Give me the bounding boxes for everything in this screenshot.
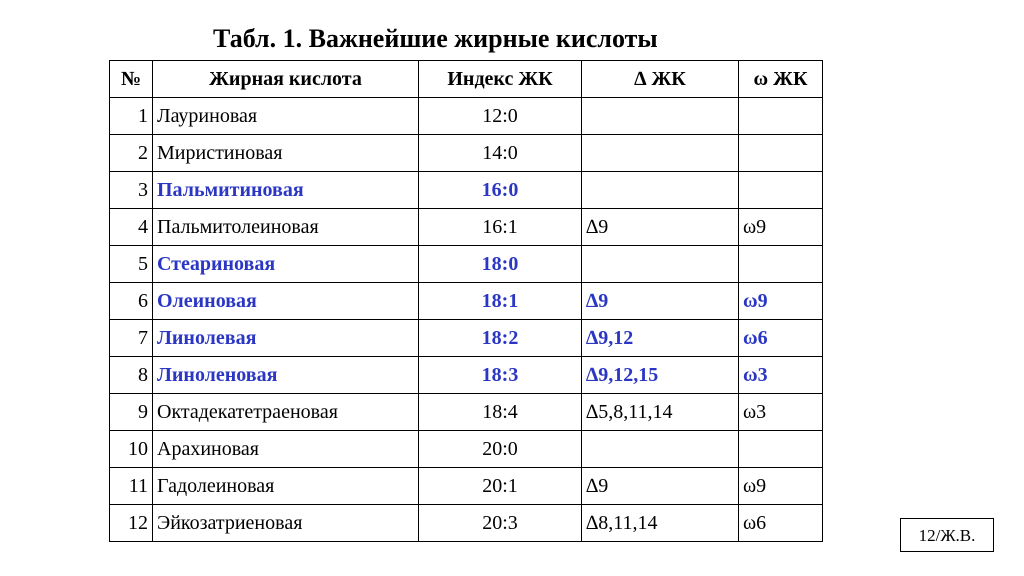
- header-name: Жирная кислота: [153, 61, 419, 98]
- table-row: [110, 505, 823, 542]
- cell-omega: ω9: [739, 209, 823, 246]
- cell-delta: ∆9: [582, 468, 739, 505]
- table-body: [110, 98, 823, 542]
- cell-name: Олеиновая: [153, 283, 419, 320]
- cell-num: 7: [110, 320, 153, 357]
- cell-num: 2: [110, 135, 153, 172]
- slide-title: Табл. 1. Важнейшие жирные кислоты: [213, 24, 658, 53]
- cell-delta: [582, 172, 739, 209]
- table-row: [110, 394, 823, 431]
- cell-name: Миристиновая: [153, 135, 419, 172]
- table-row: [110, 357, 823, 394]
- cell-name: Стеариновая: [153, 246, 419, 283]
- table-row: [110, 468, 823, 505]
- cell-name: Линоленовая: [153, 357, 419, 394]
- table-header-row: [110, 61, 823, 98]
- cell-index: 20:3: [419, 505, 582, 542]
- cell-omega: ω3: [739, 394, 823, 431]
- cell-delta: ∆9: [582, 209, 739, 246]
- cell-name: Лауриновая: [153, 98, 419, 135]
- cell-delta: ∆5,8,11,14: [582, 394, 739, 431]
- table-row: [110, 283, 823, 320]
- table-row: [110, 320, 823, 357]
- cell-omega: [739, 246, 823, 283]
- cell-omega: ω9: [739, 283, 823, 320]
- cell-delta: ∆8,11,14: [582, 505, 739, 542]
- cell-num: 3: [110, 172, 153, 209]
- table-row: [110, 172, 823, 209]
- cell-omega: [739, 135, 823, 172]
- cell-index: 16:1: [419, 209, 582, 246]
- cell-delta: [582, 246, 739, 283]
- cell-omega: [739, 431, 823, 468]
- cell-num: 1: [110, 98, 153, 135]
- cell-num: 5: [110, 246, 153, 283]
- cell-num: 6: [110, 283, 153, 320]
- cell-name: Октадекатетраеновая: [153, 394, 419, 431]
- cell-omega: ω3: [739, 357, 823, 394]
- header-index: Индекс ЖК: [419, 61, 582, 98]
- cell-index: 16:0: [419, 172, 582, 209]
- cell-index: 20:1: [419, 468, 582, 505]
- cell-num: 9: [110, 394, 153, 431]
- cell-omega: ω9: [739, 468, 823, 505]
- header-delta: ∆ ЖК: [582, 61, 739, 98]
- table-row: [110, 246, 823, 283]
- cell-delta: [582, 98, 739, 135]
- cell-delta: ∆9: [582, 283, 739, 320]
- fatty-acids-table: [109, 60, 823, 542]
- cell-omega: ω6: [739, 505, 823, 542]
- page-badge: 12/Ж.В.: [900, 518, 994, 552]
- cell-delta: ∆9,12,15: [582, 357, 739, 394]
- cell-num: 4: [110, 209, 153, 246]
- cell-omega: [739, 172, 823, 209]
- cell-num: 8: [110, 357, 153, 394]
- cell-num: 11: [110, 468, 153, 505]
- cell-delta: [582, 135, 739, 172]
- cell-delta: [582, 431, 739, 468]
- table-row: [110, 98, 823, 135]
- cell-name: Эйкозатриеновая: [153, 505, 419, 542]
- table-row: [110, 135, 823, 172]
- header-num: №: [110, 61, 153, 98]
- cell-num: 12: [110, 505, 153, 542]
- table-row: [110, 209, 823, 246]
- cell-index: 20:0: [419, 431, 582, 468]
- cell-name: Пальмитиновая: [153, 172, 419, 209]
- cell-index: 18:3: [419, 357, 582, 394]
- cell-delta: ∆9,12: [582, 320, 739, 357]
- cell-index: 14:0: [419, 135, 582, 172]
- cell-index: 18:2: [419, 320, 582, 357]
- cell-index: 18:1: [419, 283, 582, 320]
- cell-name: Линолевая: [153, 320, 419, 357]
- cell-omega: [739, 98, 823, 135]
- cell-name: Пальмитолеиновая: [153, 209, 419, 246]
- table-row: [110, 431, 823, 468]
- cell-index: 18:4: [419, 394, 582, 431]
- cell-num: 10: [110, 431, 153, 468]
- cell-index: 12:0: [419, 98, 582, 135]
- cell-omega: ω6: [739, 320, 823, 357]
- cell-name: Гадолеиновая: [153, 468, 419, 505]
- cell-name: Арахиновая: [153, 431, 419, 468]
- header-omega: ω ЖК: [739, 61, 823, 98]
- cell-index: 18:0: [419, 246, 582, 283]
